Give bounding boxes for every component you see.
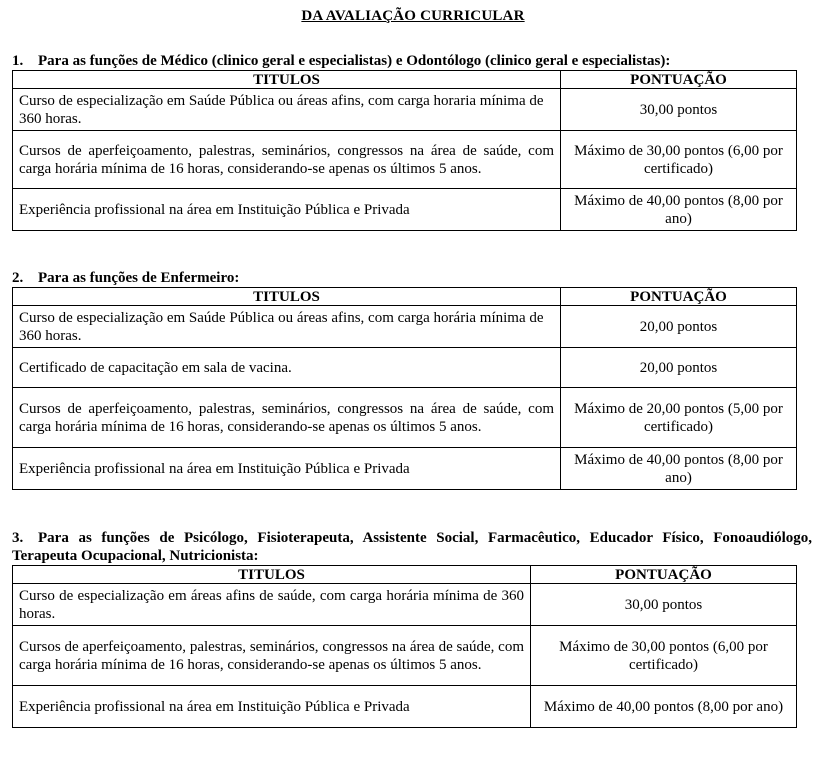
section-outras-funcoes (12, 529, 812, 728)
scoring-table (12, 287, 797, 490)
column-header-points: PONTUAÇÃO (561, 71, 797, 89)
row-title: Experiência profissional na área em Instituição Pública e Privada (13, 189, 561, 231)
row-title: Curso de especialização em Saúde Pública ou áreas afins, com carga horaria mínima de 360 horas. (13, 89, 561, 131)
section-medico-odontologo (12, 52, 812, 231)
table-header-row (13, 288, 797, 306)
section-heading-text: Para as funções de Enfermeiro: (38, 270, 240, 286)
row-points: Máximo de 40,00 pontos (8,00 por ano) (531, 686, 797, 728)
row-title: Experiência profissional na área em Instituição Pública e Privada (13, 448, 561, 490)
table-row (13, 131, 797, 189)
document-title: DA AVALIAÇÃO CURRICULAR (301, 8, 525, 24)
column-header-titles: TITULOS (13, 288, 561, 306)
row-title: Cursos de aperfeiçoamento, palestras, seminários, congressos na área de saúde, com carga horária mínima de 16 horas, considerando-se apenas os últimos 5 anos. (13, 131, 561, 189)
row-title: Curso de especialização em Saúde Pública ou áreas afins, com carga horária mínima de 360 horas. (13, 306, 561, 348)
column-header-points: PONTUAÇÃO (561, 288, 797, 306)
row-points: Máximo de 20,00 pontos (5,00 por certificado) (561, 388, 797, 448)
section-enfermeiro (12, 269, 812, 490)
column-header-titles: TITULOS (13, 71, 561, 89)
row-points: 20,00 pontos (561, 306, 797, 348)
column-header-titles: TITULOS (13, 566, 531, 584)
table-row (13, 626, 797, 686)
row-points: Máximo de 30,00 pontos (6,00 por certificado) (531, 626, 797, 686)
column-header-points: PONTUAÇÃO (531, 566, 797, 584)
section-heading (12, 529, 812, 565)
scoring-table (12, 565, 797, 728)
row-points: 20,00 pontos (561, 348, 797, 388)
section-heading (12, 52, 812, 70)
section-heading-text: Para as funções de Médico (clinico geral e especialistas) e Odontólogo (clinico geral e especialistas): (38, 53, 671, 69)
table-row (13, 189, 797, 231)
row-points: Máximo de 40,00 pontos (8,00 por ano) (561, 189, 797, 231)
section-number: 3. (12, 530, 24, 546)
row-title: Cursos de aperfeiçoamento, palestras, seminários, congressos na área de saúde, com carga horária mínima de 16 horas, considerando-se apenas os últimos 5 anos. (13, 388, 561, 448)
table-header-row (13, 71, 797, 89)
section-number: 2. (12, 270, 24, 286)
row-title: Certificado de capacitação em sala de vacina. (13, 348, 561, 388)
row-points: 30,00 pontos (531, 584, 797, 626)
row-points: Máximo de 30,00 pontos (6,00 por certificado) (561, 131, 797, 189)
section-heading (12, 269, 812, 287)
row-points: 30,00 pontos (561, 89, 797, 131)
table-row (13, 348, 797, 388)
row-title: Cursos de aperfeiçoamento, palestras, seminários, congressos na área de saúde, com carga horária mínima de 16 horas, considerando-se apenas os últimos 5 anos. (13, 626, 531, 686)
table-row (13, 306, 797, 348)
table-row (13, 448, 797, 490)
table-header-row (13, 566, 797, 584)
section-number: 1. (12, 53, 24, 69)
table-row (13, 686, 797, 728)
scoring-table (12, 70, 797, 231)
table-row (13, 388, 797, 448)
section-heading-text: Para as funções de Psicólogo, Fisioterapeuta, Assistente Social, Farmacêutico, Educador Físico, Fonoaudiólogo, Terapeuta Ocupacional, Nutricionista: (12, 530, 812, 564)
row-title: Experiência profissional na área em Instituição Pública e Privada (13, 686, 531, 728)
row-title: Curso de especialização em áreas afins de saúde, com carga horária mínima de 360 horas. (13, 584, 531, 626)
table-row (13, 89, 797, 131)
row-points: Máximo de 40,00 pontos (8,00 por ano) (561, 448, 797, 490)
table-row (13, 584, 797, 626)
